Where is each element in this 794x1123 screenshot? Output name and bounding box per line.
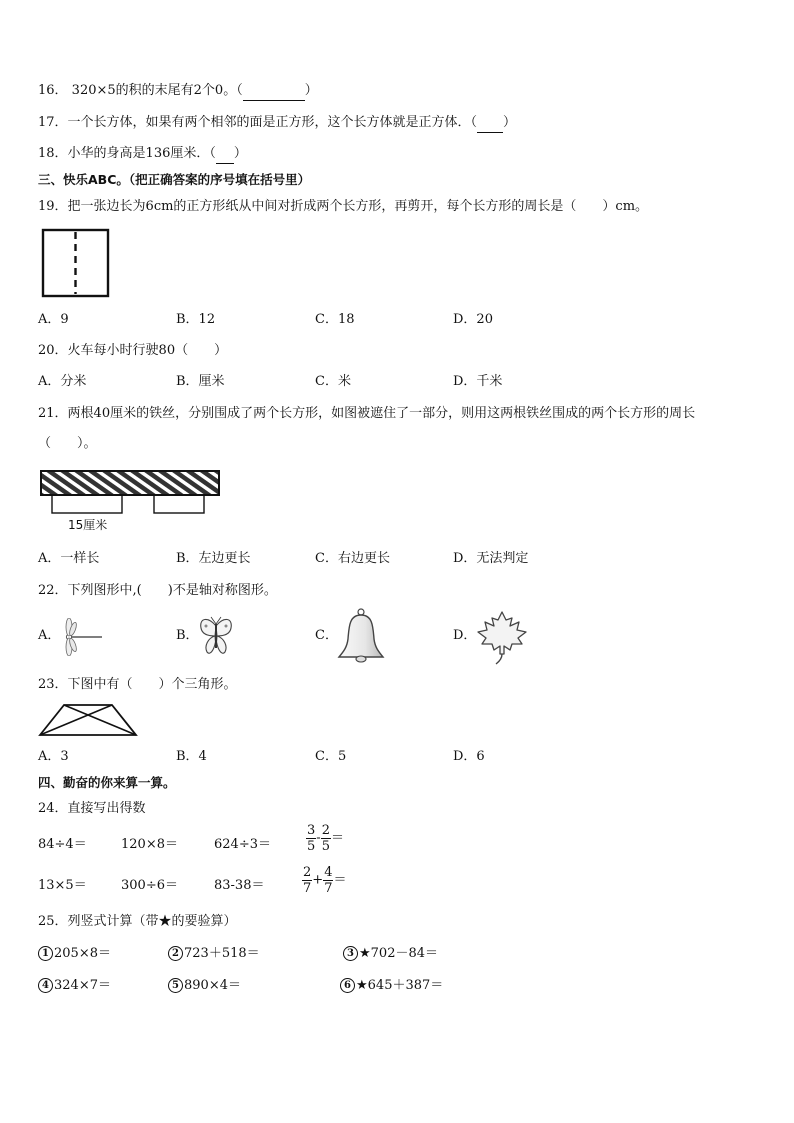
trapezoid-triangles-figure	[38, 703, 138, 737]
option-c[interactable]: C．右边更长	[315, 551, 390, 566]
option-a[interactable]: A．9	[38, 312, 69, 327]
option-c[interactable]: C．5	[315, 749, 347, 764]
option-b[interactable]: B．12	[176, 312, 216, 327]
vertical-calc-item: 2 723＋518＝	[168, 945, 260, 963]
q17-text: 17．一个长方体，如果有两个相邻的面是正方形，这个长方体就是正方体．（	[38, 115, 478, 130]
fraction-expression-1: $\frac{3}{5}$ - $\frac{2}{5}$ ＝	[307, 823, 344, 854]
option-d[interactable]: D．无法判定	[453, 551, 529, 566]
covered-rectangles-figure	[38, 466, 224, 536]
option-c[interactable]: C．	[315, 628, 338, 643]
q18-text: 18．小华的身高是136厘米．（	[38, 146, 216, 161]
vertical-calc-item: 6 ★645＋387＝	[340, 977, 443, 995]
answer-blank[interactable]	[243, 82, 305, 101]
calc-item: 13×5＝	[38, 878, 87, 893]
option-b[interactable]: B．厘米	[176, 374, 225, 389]
option-c[interactable]: C．米	[315, 374, 351, 389]
option-d[interactable]: D．千米	[453, 374, 503, 389]
q21-options	[38, 550, 638, 568]
question-18: 18．小华的身高是136厘米．（ ）	[38, 145, 247, 164]
dragonfly-icon[interactable]	[58, 618, 104, 656]
question-24: 24．直接写出得数	[38, 801, 146, 816]
calc-item: 624÷3＝	[214, 837, 271, 852]
answer-blank[interactable]	[216, 145, 234, 164]
calc-item: 84÷4＝	[38, 837, 87, 852]
question-21-line2: （ ）。	[38, 436, 97, 451]
vertical-calc-item: 1 205×8＝	[38, 945, 111, 963]
option-d[interactable]: D．	[453, 628, 477, 643]
q20-options	[38, 373, 638, 391]
q16-text: 16． 320×5的积的末尾有2个0。（	[38, 83, 243, 98]
folded-square-figure	[40, 228, 112, 300]
vertical-calc-item: 4 324×7＝	[38, 977, 111, 995]
bell-icon[interactable]	[336, 607, 386, 665]
option-a[interactable]: A．	[38, 628, 61, 643]
option-a[interactable]: A．3	[38, 749, 69, 764]
option-d[interactable]: D．20	[453, 312, 493, 327]
question-19: 19．把一张边长为6cm的正方形纸从中间对折成两个长方形，再剪开，每个长方形的周长是（ ）cm。	[38, 199, 649, 214]
figure-label-15cm: 15厘米	[68, 518, 108, 532]
question-23: 23．下图中有（ ）个三角形。	[38, 677, 237, 692]
question-20: 20．火车每小时行驶80（ ）	[38, 343, 228, 358]
option-b[interactable]: B．4	[176, 749, 207, 764]
vertical-calc-item: 5 890×4＝	[168, 977, 241, 995]
option-b[interactable]: B．左边更长	[176, 551, 251, 566]
q19-options	[38, 311, 638, 329]
answer-blank[interactable]	[477, 114, 503, 133]
calc-item: 120×8＝	[121, 837, 178, 852]
question-22: 22．下列图形中,( )不是轴对称图形。	[38, 583, 277, 598]
option-b[interactable]: B．	[176, 628, 199, 643]
question-21-line1: 21．两根40厘米的铁丝，分别围成了两个长方形，如图被遮住了一部分，则用这两根铁丝围成的两个长方形的周长	[38, 406, 696, 421]
fraction-expression-2: $\frac{2}{7}$ + $\frac{4}{7}$ ＝	[303, 865, 347, 896]
option-c[interactable]: C．18	[315, 312, 355, 327]
butterfly-icon[interactable]	[196, 614, 236, 660]
question-17: 17．一个长方体，如果有两个相邻的面是正方形，这个长方体就是正方体．（ ）	[38, 114, 516, 133]
option-a[interactable]: A．一样长	[38, 551, 100, 566]
section-4-heading: 四、勤奋的你来算一算。	[38, 775, 176, 790]
question-25: 25．列竖式计算（带★的要验算）	[38, 914, 237, 929]
maple-leaf-icon[interactable]	[474, 610, 530, 666]
vertical-calc-item: 3 ★702－84＝	[343, 945, 438, 963]
option-d[interactable]: D．6	[453, 749, 485, 764]
option-a[interactable]: A．分米	[38, 374, 87, 389]
question-16: 16． 320×5的积的末尾有2个0。（ ）	[38, 82, 318, 101]
calc-item: 300÷6＝	[121, 878, 178, 893]
q23-options	[38, 748, 638, 766]
section-3-heading: 三、快乐ABC。（把正确答案的序号填在括号里）	[38, 172, 311, 187]
calc-item: 83-38＝	[214, 878, 265, 893]
